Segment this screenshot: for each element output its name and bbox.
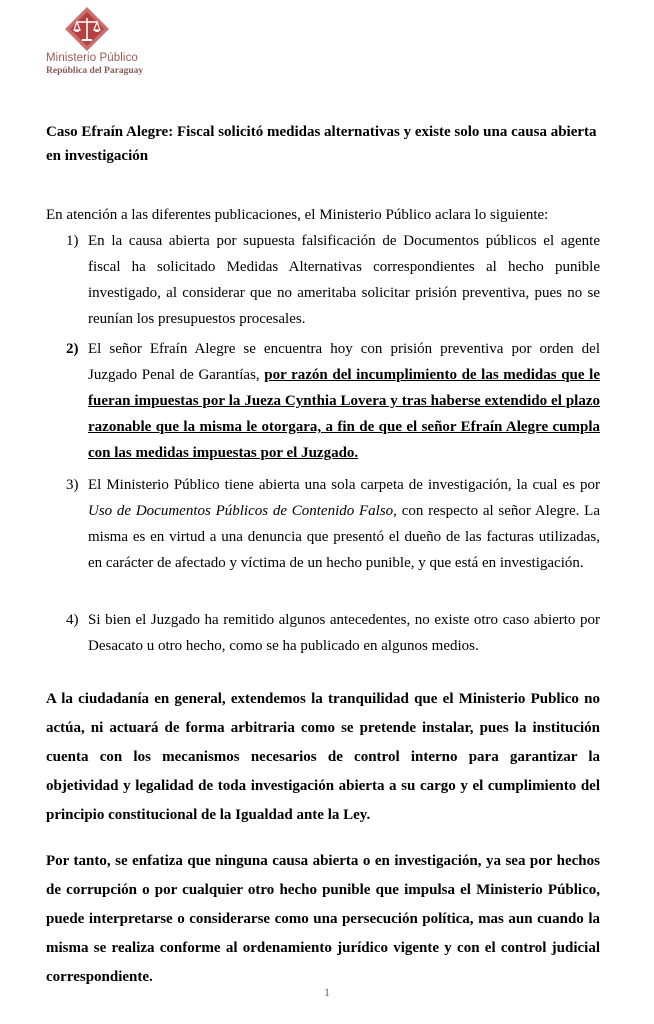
list-item-text-b: con respecto al señor Alegre. La misma es en virtud a una denuncia que presentó el dueño de las facturas utilizadas, en carácter de afectado y víctima de un hecho punible, y que está en investigación. (88, 503, 600, 571)
list-item-italic-text: Uso de Documentos Públicos de Contenido Falso, (88, 503, 397, 519)
conclusion-paragraph: Por tanto, se enfatiza que ninguna causa abierta o en investigación, ya sea por hechos de corrupción o por cualquier otro hecho punible que impulsa el Ministerio Público, puede interpretarse o considerarse como una persecución política, mas aun cuando la misma se realiza conforme al ordenamiento jurídico vigente y con el control judicial correspondiente. (46, 853, 600, 985)
org-name: Ministerio Público (46, 52, 138, 64)
list-number: 4) (66, 612, 79, 628)
intro-paragraph: En atención a las diferentes publicaciones, el Ministerio Público aclara lo siguiente: (46, 207, 549, 223)
list-item-plain-text: El señor Efraín Alegre se encuentra hoy con prisión preventiva por orden del Juzgado Penal de Garantías, (88, 341, 600, 383)
list-item (66, 228, 600, 332)
list-item-emphasis-text: por razón del incumplimiento de las medidas que le fueran impuestas por la Jueza Cynthia Lovera y tras haberse extendido el plazo razonable que la misma le otorgara, a fin de que el señor Efraín Alegre cumpla con las medidas impuestas por el Juzgado. (88, 367, 600, 461)
ministerio-publico-logo (46, 6, 156, 78)
list-item (66, 607, 600, 659)
page-number: 1 (324, 985, 330, 999)
scales-of-justice-icon (64, 6, 110, 52)
list-item-text: En la causa abierta por supuesta falsificación de Documentos públicos el agente fiscal ha solicitado Medidas Alternativas correspondientes al hecho punible investigado, al considerar que no ameritaba solicitar prisión preventiva, pues no se reunían los presupuestos procesales. (88, 233, 600, 327)
list-item (66, 472, 600, 576)
list-item-text (88, 336, 600, 466)
list-number: 1) (66, 233, 79, 249)
list-item (66, 336, 600, 466)
list-item-text: Si bien el Juzgado ha remitido algunos antecedentes, no existe otro caso abierto por Desacato u otro hecho, como se ha publicado en algunos medios. (88, 612, 600, 654)
list-number: 3) (66, 477, 79, 493)
list-number: 2) (66, 341, 79, 357)
org-subtitle: República del Paraguay (46, 66, 144, 76)
list-item-text (88, 472, 600, 576)
citizen-statement-paragraph: A la ciudadanía en general, extendemos la tranquilidad que el Ministerio Publico no actúa, ni actuará de forma arbitraria como se pretende instalar, pues la institución cuenta con los mecanismos necesarios de control interno para garantizar la objetividad y legalidad de toda investigación abierta a su cargo y el cumplimiento del principio constitucional de la Igualdad ante la Ley. (46, 691, 600, 823)
document-title: Caso Efraín Alegre: Fiscal solicitó medidas alternativas y existe solo una causa abierta en investigación (46, 124, 597, 164)
list-item-text-a: El Ministerio Público tiene abierta una sola carpeta de investigación, la cual es por (88, 477, 600, 493)
